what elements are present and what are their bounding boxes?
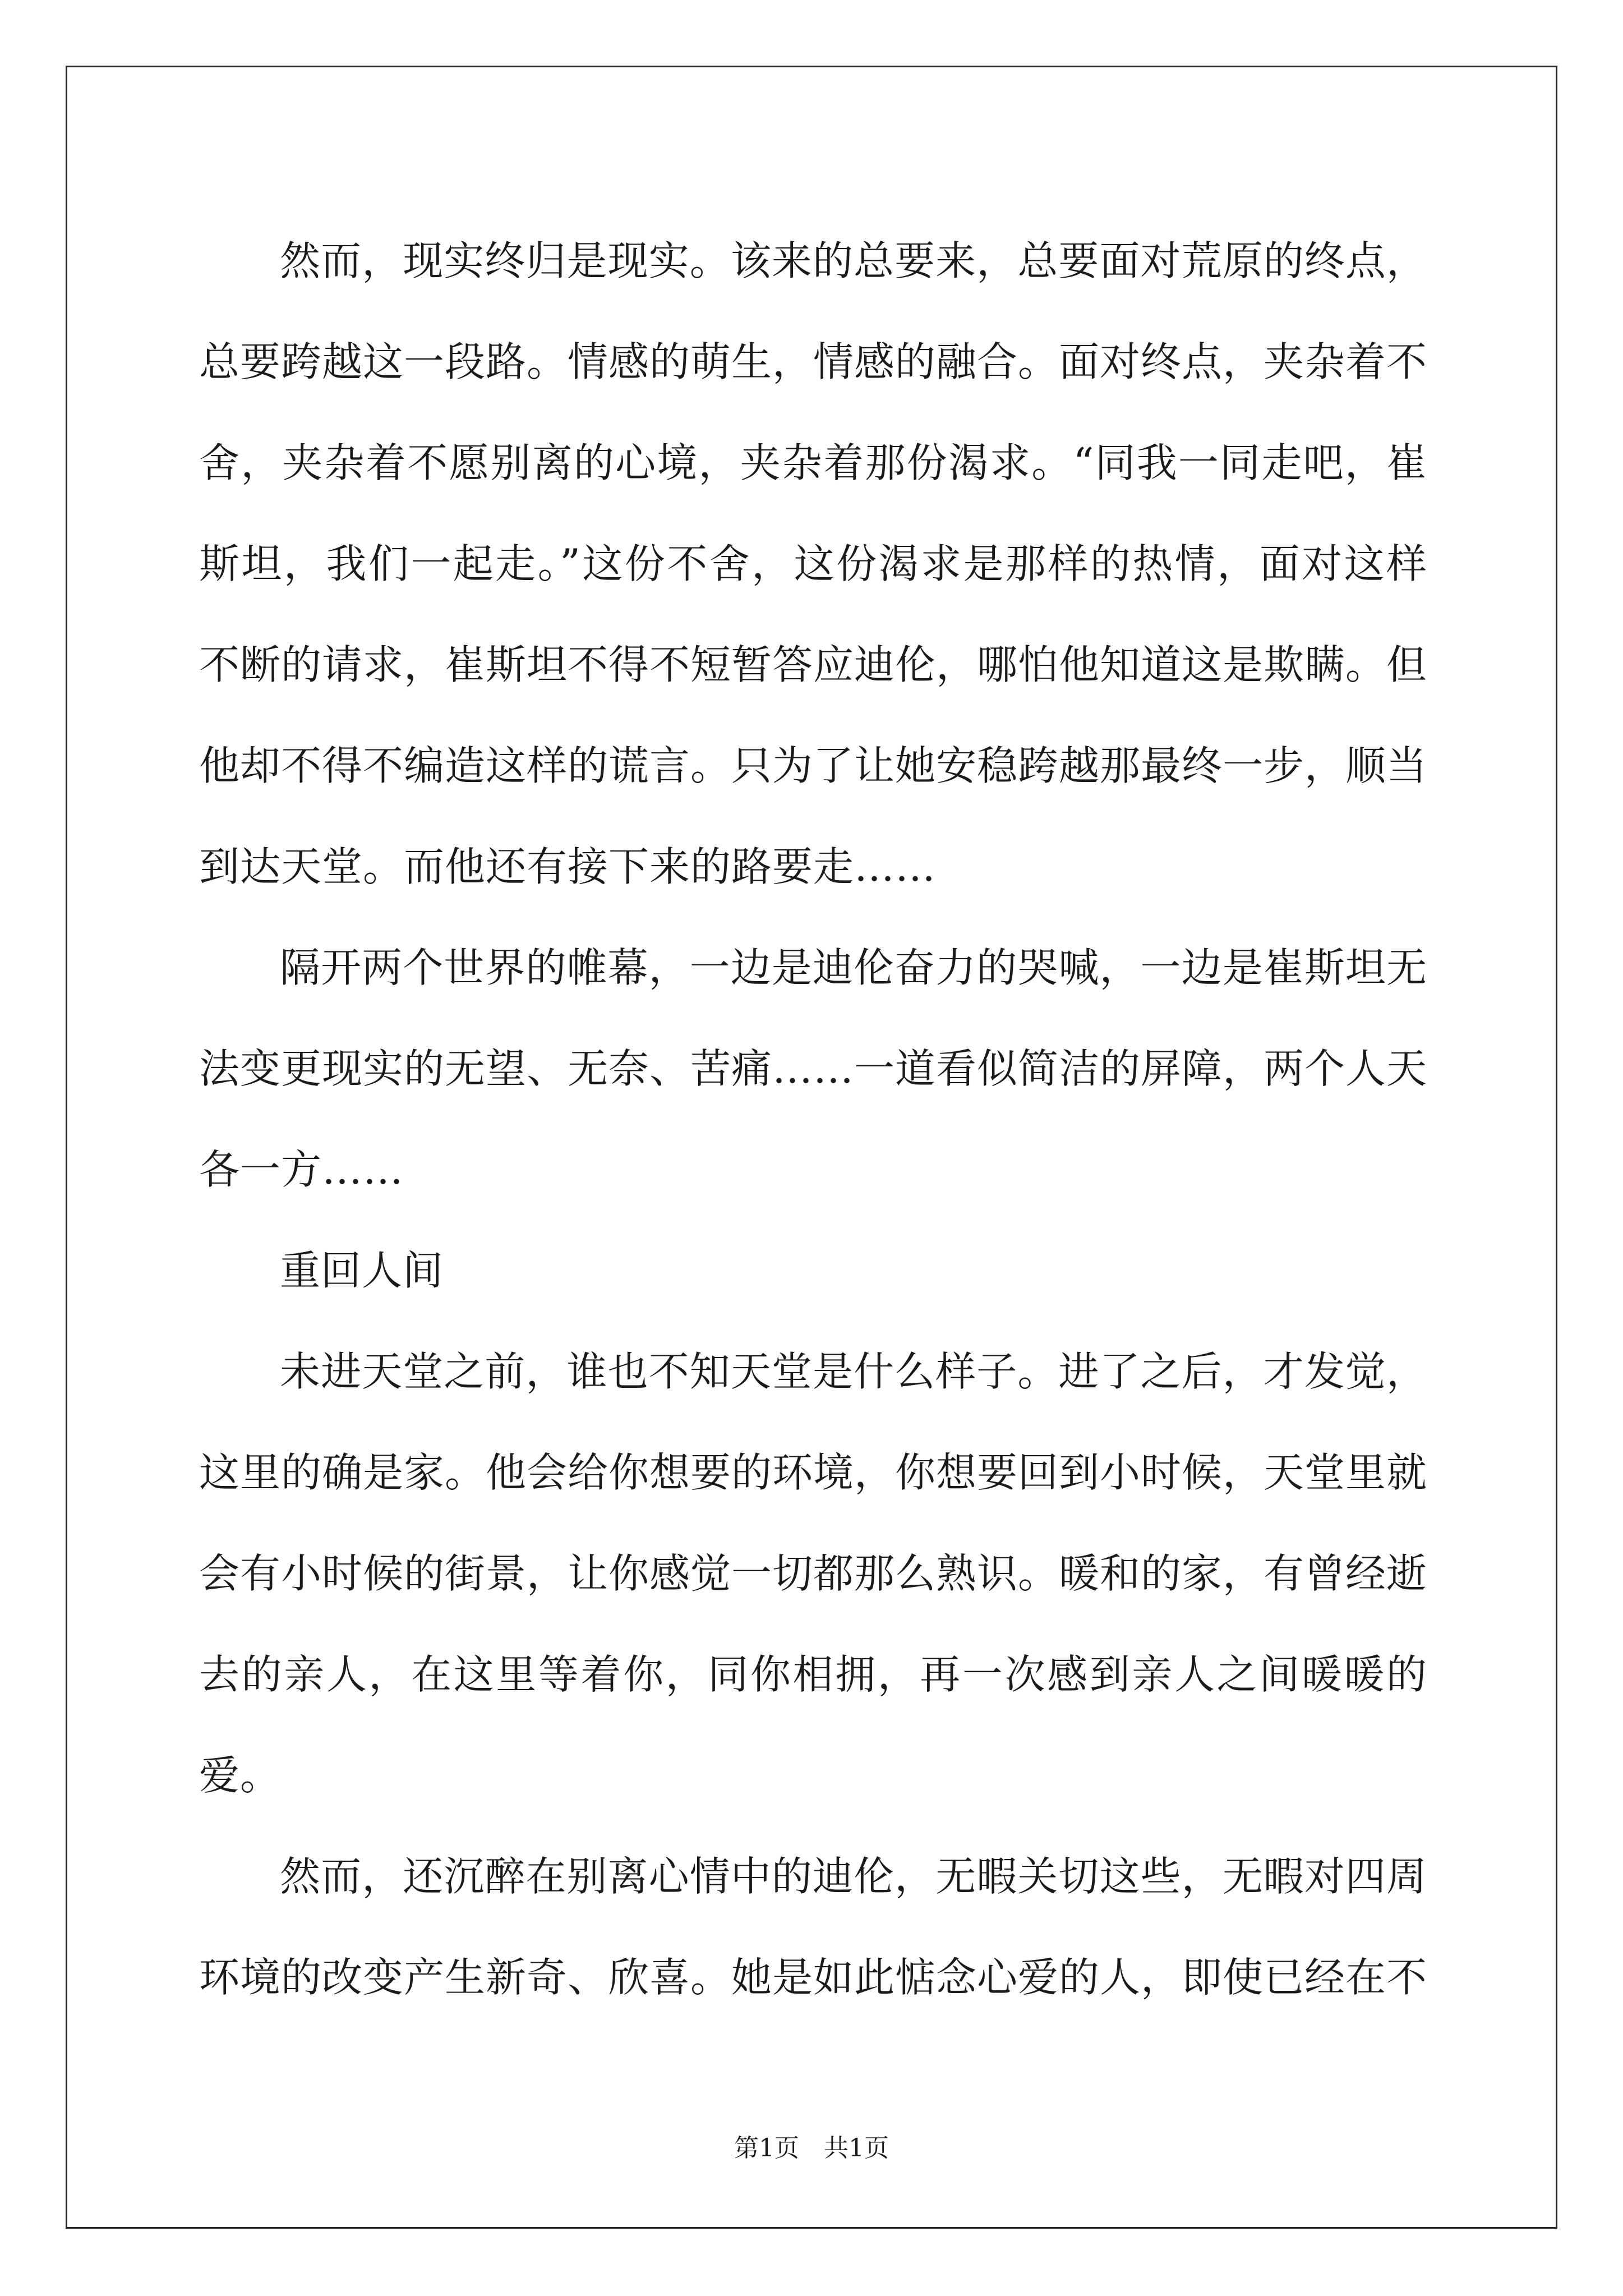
page-number: 第1页 — [734, 2134, 799, 2162]
paragraph-3: 未进天堂之前，谁也不知天堂是什么样子。进了之后，才发觉，这里的确是家。他会给你想要的环境，你想要回到小时候，天堂里就会有小时候的街景，让你感觉一切都那么熟识。暖和的家，有曾经逝去的亲人，在这里等着你，同你相拥，再一次感到亲人之间暖暖的爱。 — [199, 1348, 1428, 1799]
paragraph-4: 然而，还沉醉在别离心情中的迪伦，无暇关切这些，无暇对四周环境的改变产生新奇、欣喜。她是如此惦念心爱的人，即使已经在不 — [199, 1853, 1428, 2001]
document-body — [199, 210, 1427, 2028]
page-total: 共1页 — [824, 2134, 889, 2162]
section-heading: 重回人间 — [280, 1247, 444, 1294]
page-footer — [0, 2132, 1623, 2165]
paragraph-2: 隔开两个世界的帷幕，一边是迪伦奋力的哭喊，一边是崔斯坦无法变更现实的无望、无奈、苦痛……一道看似简洁的屏障，两个人天各一方…… — [199, 944, 1428, 1193]
paragraph-1: 然而，现实终归是现实。该来的总要来，总要面对荒原的终点，总要跨越这一段路。情感的萌生，情感的融合。面对终点，夹杂着不舍，夹杂着不愿别离的心境，夹杂着那份渴求。“同我一同走吧，崔斯坦，我们一起走。”这份不舍，这份渴求是那样的热情，面对这样不断的请求，崔斯坦不得不短暂答应迪伦，哪怕他知道这是欺瞒。但他却不得不编造这样的谎言。只为了让她安稳跨越那最终一步，顺当到达天堂。而他还有接下来的路要走…… — [199, 237, 1428, 890]
